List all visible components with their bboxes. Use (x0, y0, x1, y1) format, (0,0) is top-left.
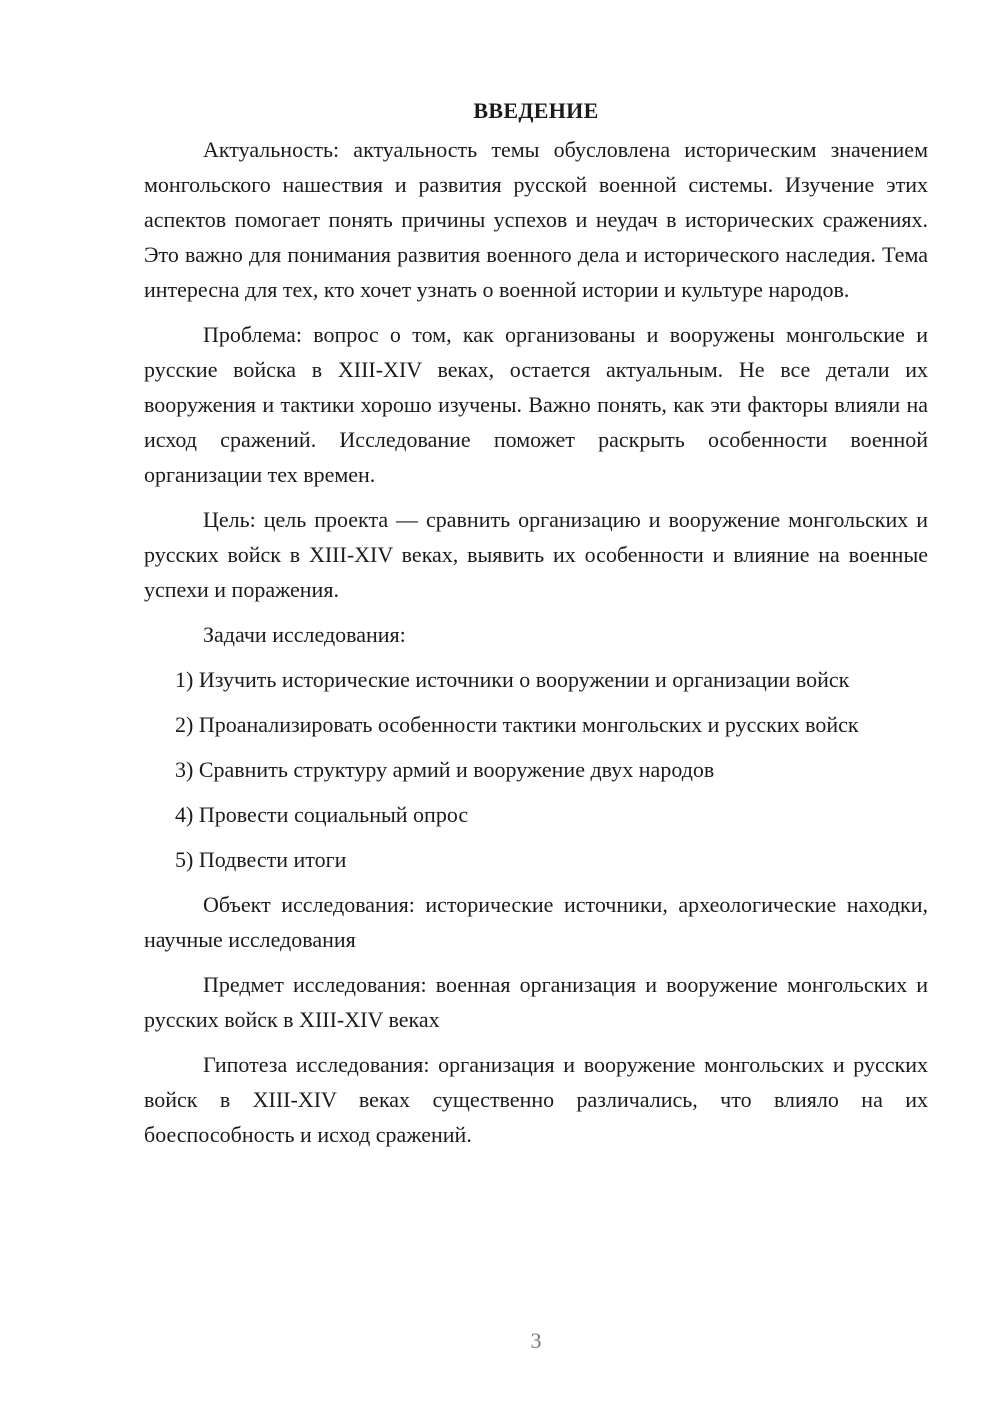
task-item-1: 1) Изучить исторические источники о вооружении и организации войск (175, 667, 850, 692)
task-item-2: 2) Проанализировать особенности тактики монгольских и русских войск (175, 712, 859, 737)
object-paragraph: Объект исследования: исторические источники, археологические находки, научные исследования (144, 892, 928, 952)
page-title: ВВЕДЕНИЕ (473, 98, 599, 123)
page-content (144, 96, 928, 1162)
subject-paragraph: Предмет исследования: военная организация и вооружение монгольских и русских войск в XIII-XIV веках (144, 972, 928, 1032)
page-number: 3 (530, 1328, 542, 1353)
problem-paragraph: Проблема: вопрос о том, как организованы и вооружены монгольские и русские войска в XIII-XIV веках, остается актуальным. Не все детали их вооружения и тактики хорошо изучены. Важно понять, как эти факторы влияли на исход сражений. Исследование поможет раскрыть особенности военной организации тех времен. (144, 322, 928, 487)
task-item-5: 5) Подвести итоги (175, 847, 347, 872)
relevance-paragraph: Актуальность: актуальность темы обусловлена историческим значением монгольского нашествия и развития русской военной системы. Изучение этих аспектов помогает понять причины успехов и неудач в исторических сражениях. Это важно для понимания развития военного дела и исторического наследия. Тема интересна для тех, кто хочет узнать о военной истории и культуре народов. (144, 137, 928, 302)
hypothesis-paragraph: Гипотеза исследования: организация и вооружение монгольских и русских войск в XIII-XIV веках существенно различались, что влияло на их боеспособность и исход сражений. (144, 1052, 928, 1147)
task-item-4: 4) Провести социальный опрос (175, 802, 469, 827)
tasks-heading: Задачи исследования: (203, 622, 406, 647)
task-item-3: 3) Сравнить структуру армий и вооружение двух народов (175, 757, 715, 782)
goal-paragraph: Цель: цель проекта — сравнить организацию и вооружение монгольских и русских войск в XIII-XIV веках, выявить их особенности и влияние на военные успехи и поражения. (144, 507, 928, 602)
